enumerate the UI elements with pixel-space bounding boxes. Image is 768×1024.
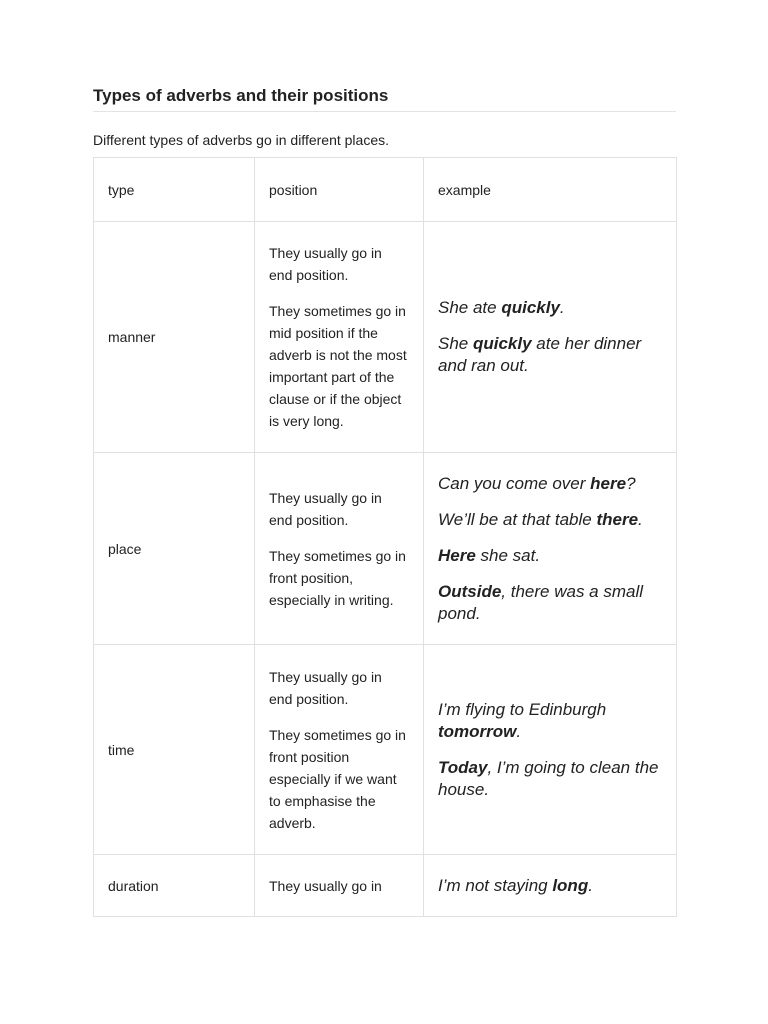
adverb-highlight: quickly — [472, 334, 532, 353]
adverb-highlight: Here — [438, 545, 476, 565]
table-row — [94, 453, 677, 645]
example-cell — [424, 222, 677, 453]
example-sentence — [438, 757, 662, 801]
position-cell — [255, 222, 424, 453]
example-sentence — [438, 581, 662, 625]
example-text: She — [438, 334, 473, 353]
header-position: position — [255, 158, 424, 222]
type-cell: duration — [94, 855, 255, 917]
type-cell: manner — [94, 222, 255, 453]
adverb-highlight: Outside — [438, 581, 502, 601]
table-header-row — [94, 158, 677, 222]
adverb-highlight: long — [552, 875, 589, 895]
example-text: , there was a small pond. — [438, 581, 644, 623]
position-cell — [255, 645, 424, 855]
example-text: , I’m going to clean the house. — [438, 757, 659, 799]
position-text: They sometimes go in front position, especially in writing. — [269, 547, 406, 608]
position-text: They usually go in end position. — [269, 245, 382, 283]
example-text: she sat. — [475, 545, 541, 565]
position-text: They sometimes go in front position especially if we want to emphasise the adverb. — [269, 726, 406, 831]
table-row — [94, 645, 677, 855]
adverb-highlight: here — [590, 473, 627, 493]
position-text: They sometimes go in mid position if the adverb is not the most important part of the clause or if the object is very long. — [269, 303, 407, 429]
position-cell — [255, 453, 424, 645]
header-example: example — [424, 158, 677, 222]
example-sentence — [438, 875, 662, 897]
adverb-table — [93, 157, 677, 917]
adverb-highlight: Today — [438, 757, 488, 777]
example-text: . — [638, 509, 643, 529]
adverb-highlight: quickly — [501, 298, 560, 317]
position-cell — [255, 855, 424, 917]
position-text: They usually go in end position. — [269, 489, 382, 528]
example-text: I’m not staying — [438, 875, 553, 895]
intro-text: Different types of adverbs go in different places. — [93, 132, 389, 148]
example-sentence — [438, 699, 662, 743]
position-text: They usually go in end position. — [269, 668, 382, 707]
example-text: . — [588, 875, 593, 895]
example-cell — [424, 453, 677, 645]
page-title: Types of adverbs and their positions — [93, 86, 676, 112]
example-text: ate her dinner and ran out. — [438, 334, 642, 375]
example-text: . — [559, 298, 565, 317]
example-text: We’ll be at that table — [438, 509, 597, 529]
adverb-highlight: there — [596, 509, 639, 529]
type-cell: place — [94, 453, 255, 645]
position-text: They usually go in — [269, 877, 382, 894]
example-text: ? — [626, 473, 636, 493]
example-cell — [424, 645, 677, 855]
type-cell: time — [94, 645, 255, 855]
header-type: type — [94, 158, 255, 222]
table-row — [94, 855, 677, 917]
example-cell — [424, 855, 677, 917]
example-text: I’m flying to Edinburgh — [438, 699, 607, 719]
example-sentence — [438, 545, 662, 567]
example-sentence — [438, 333, 662, 377]
example-sentence — [438, 297, 662, 319]
document-body — [93, 86, 676, 917]
table-row — [94, 222, 677, 453]
example-text: . — [516, 721, 522, 741]
example-text: She ate — [438, 298, 502, 317]
adverb-highlight: tomorrow — [438, 721, 517, 741]
example-sentence — [438, 509, 662, 531]
example-text: Can you come over — [438, 473, 591, 493]
example-sentence — [438, 473, 662, 495]
